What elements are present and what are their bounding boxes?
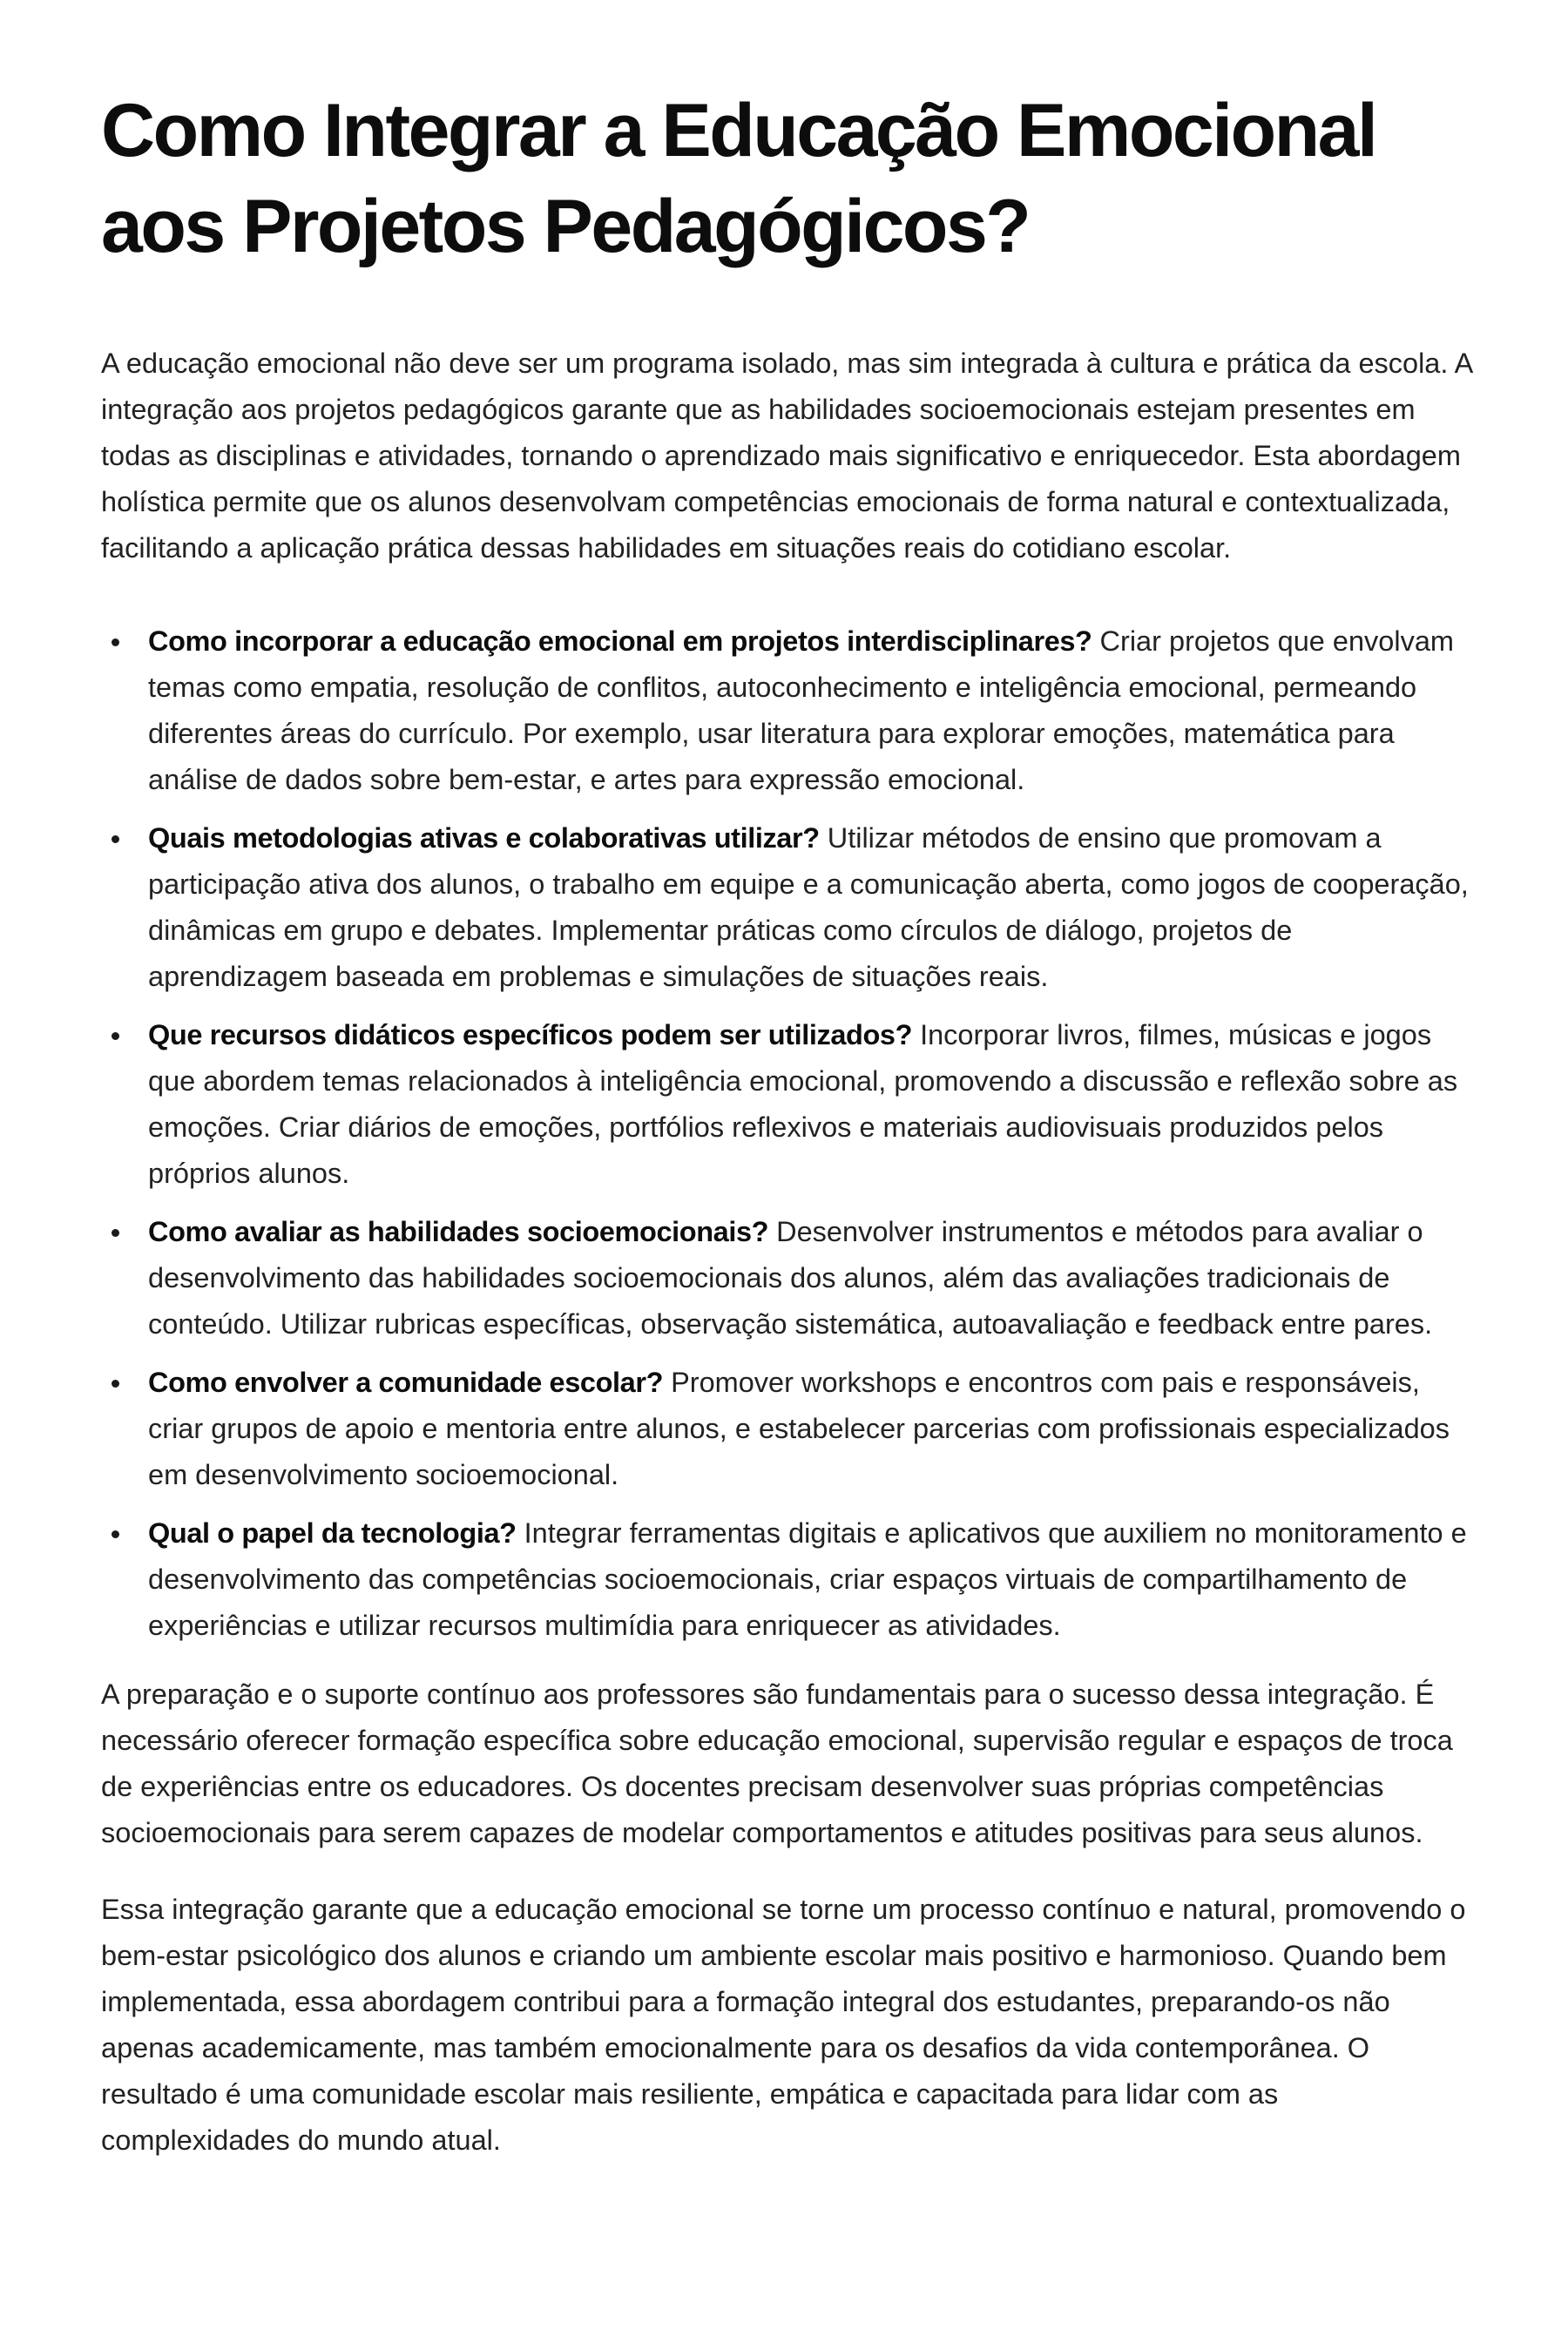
item-answer: Incorporar livros, filmes, músicas e jogos que abordem temas relacionados à inteligência emocional, promovendo a discussão e reflexão sobre as emoções. Criar diários de emoções, portfólios reflexivos e materiais audiovisuais produzidos pelos próprios alunos. <box>148 1019 1458 1189</box>
list-item <box>101 618 1472 803</box>
bullet-icon <box>112 1530 119 1538</box>
item-question: Qual o papel da tecnologia? <box>148 1517 517 1549</box>
closing-paragraph-2: Essa integração garante que a educação emocional se torne um processo contínuo e natural, promovendo o bem-estar psicológico dos alunos e criando um ambiente escolar mais positivo e harmonioso. Quando bem implementada, essa abordagem contribui para a formação integral dos estudantes, preparando-os não apenas academicamente, mas também emocionalmente para os desafios da vida contemporânea. O resultado é uma comunidade escolar mais resiliente, empática e capacitada para lidar com as complexidades do mundo atual. <box>101 1894 1466 2156</box>
bullet-icon <box>112 1380 119 1388</box>
list-item <box>101 1012 1472 1197</box>
list-item <box>101 1360 1472 1498</box>
closing-paragraph-1: A preparação e o suporte contínuo aos professores são fundamentais para o sucesso dessa integração. É necessário oferecer formação específica sobre educação emocional, supervisão regular e espaços de troca de experiências entre os educadores. Os docentes precisam desenvolver suas próprias competências socioemocionais para serem capazes de modelar comportamentos e atitudes positivas para seus alunos. <box>101 1678 1453 1848</box>
page-title <box>101 83 1472 274</box>
list-item <box>101 815 1472 1000</box>
item-answer: Desenvolver instrumentos e métodos para avaliar o desenvolvimento das habilidades socioemocionais dos alunos, além das avaliações tradicionais de conteúdo. Utilizar rubricas específicas, observação sistemática, autoavaliação e feedback entre pares. <box>148 1216 1433 1340</box>
item-question: Quais metodologias ativas e colaborativas utilizar? <box>148 822 820 854</box>
bullet-icon <box>112 1229 119 1237</box>
item-question: Que recursos didáticos específicos podem ser utilizados? <box>148 1019 913 1050</box>
list-item <box>101 1510 1472 1649</box>
question-list <box>101 618 1472 1649</box>
title-line-1: Como Integrar a Educação Emocional <box>101 89 1376 172</box>
item-answer: Integrar ferramentas digitais e aplicativos que auxiliem no monitoramento e desenvolvimento das competências socioemocionais, criar espaços virtuais de compartilhamento de experiências e utilizar recursos multimídia para enriquecer as atividades. <box>148 1517 1467 1641</box>
bullet-icon <box>112 638 119 646</box>
item-answer: Criar projetos que envolvam temas como empatia, resolução de conflitos, autoconhecimento e inteligência emocional, permeando diferentes áreas do currículo. Por exemplo, usar literatura para explorar emoções, matemática para análise de dados sobre bem-estar, e artes para expressão emocional. <box>148 625 1454 795</box>
item-answer: Utilizar métodos de ensino que promovam a participação ativa dos alunos, o trabalho em equipe e a comunicação aberta, como jogos de cooperação, dinâmicas em grupo e debates. Implementar práticas como círculos de diálogo, projetos de aprendizagem baseada em problemas e simulações de situações reais. <box>148 822 1469 992</box>
item-question: Como incorporar a educação emocional em projetos interdisciplinares? <box>148 625 1092 657</box>
bullet-icon <box>112 1032 119 1040</box>
list-item <box>101 1209 1472 1347</box>
item-question: Como envolver a comunidade escolar? <box>148 1367 664 1398</box>
item-question: Como avaliar as habilidades socioemocionais? <box>148 1216 769 1247</box>
title-line-2: aos Projetos Pedagógicos? <box>101 185 1030 268</box>
intro-paragraph: A educação emocional não deve ser um programa isolado, mas sim integrada à cultura e prática da escola. A integração aos projetos pedagógicos garante que as habilidades socioemocionais estejam presentes em todas as disciplinas e atividades, tornando o aprendizado mais significativo e enriquecedor. Esta abordagem holística permite que os alunos desenvolvam competências emocionais de forma natural e contextualizada, facilitando a aplicação prática dessas habilidades em situações reais do cotidiano escolar. <box>101 348 1472 564</box>
item-answer: Promover workshops e encontros com pais e responsáveis, criar grupos de apoio e mentoria entre alunos, e estabelecer parcerias com profissionais especializados em desenvolvimento socioemocional. <box>148 1367 1450 1490</box>
bullet-icon <box>112 835 119 843</box>
